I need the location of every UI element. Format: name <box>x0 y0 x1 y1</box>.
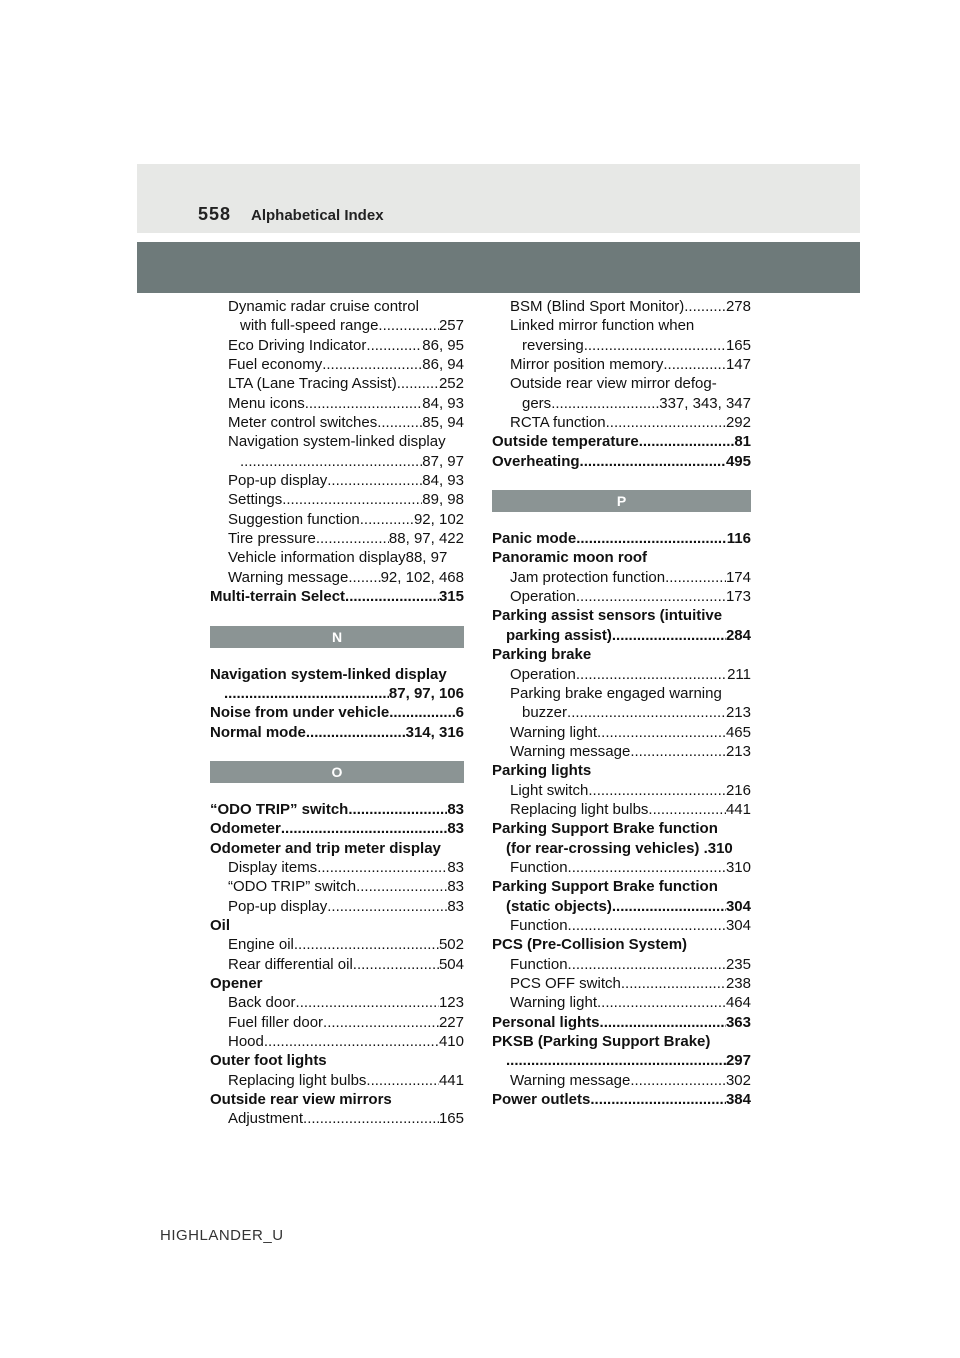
leader-dots <box>345 587 439 606</box>
entry-text: Function <box>510 916 568 934</box>
leader-dots <box>506 1051 726 1070</box>
entry-text: Fuel filler door <box>228 1013 324 1031</box>
entry-text: Overheating <box>492 452 580 470</box>
leader-dots <box>377 413 422 432</box>
index-subentry <box>492 587 751 606</box>
leader-dots <box>356 877 447 896</box>
page-reference: 227 <box>438 1013 464 1031</box>
leader-dots <box>665 568 726 587</box>
entry-text: Warning light <box>510 994 597 1012</box>
index-entry: Outer foot lights <box>210 1052 327 1070</box>
page-reference: 502 <box>438 936 464 954</box>
index-letter-heading: O <box>210 761 464 783</box>
page-reference: 216 <box>725 781 751 799</box>
entry-text: Suggestion function <box>228 510 360 528</box>
page-reference: 257 <box>438 317 464 335</box>
leader-dots <box>551 394 659 413</box>
index-subentry <box>210 374 464 393</box>
index-entry: Parking Support Brake function <box>492 820 718 838</box>
index-subentry: Parking brake engaged warning <box>510 684 722 702</box>
leader-dots <box>240 452 422 471</box>
leader-dots <box>588 781 726 800</box>
page-reference: 314, 316 <box>405 723 464 741</box>
page-reference: 84, 93 <box>422 394 464 412</box>
index-entry: (for rear-crossing vehicles) .310 <box>506 839 733 857</box>
page-reference: 86, 95 <box>422 336 464 354</box>
entry-text: Power outlets <box>492 1091 591 1109</box>
page-reference: 302 <box>725 1071 751 1089</box>
index-subentry <box>492 955 751 974</box>
leader-dots <box>323 1013 439 1032</box>
page-reference: 211 <box>727 665 751 683</box>
index-entry: PKSB (Parking Support Brake) <box>492 1033 711 1051</box>
index-subentry <box>492 916 751 935</box>
leader-dots <box>597 723 726 742</box>
page-reference: 252 <box>438 375 464 393</box>
page-reference: 147 <box>725 356 751 374</box>
header-dark-band <box>137 242 860 293</box>
leader-dots <box>590 1090 726 1109</box>
leader-dots <box>306 723 406 742</box>
page-reference: 304 <box>725 897 751 915</box>
leader-dots <box>378 316 439 335</box>
index-entry: Odometer and trip meter display <box>210 839 441 857</box>
index-subentry <box>492 974 751 993</box>
leader-dots <box>224 684 389 703</box>
index-entry <box>210 800 464 819</box>
index-subentry <box>492 665 751 684</box>
index-entry: Oil <box>210 916 231 934</box>
entry-text: Back door <box>228 994 296 1012</box>
entry-text: Replacing light bulbs <box>228 1071 367 1089</box>
page-reference: 310 <box>725 858 751 876</box>
index-entry: Opener <box>210 974 263 992</box>
index-subentry <box>210 955 464 974</box>
leader-dots <box>597 993 726 1012</box>
page-reference: 235 <box>725 955 751 973</box>
index-entry <box>492 897 751 916</box>
entry-text: Operation <box>510 665 576 683</box>
page-reference: 87, 97 <box>422 452 464 470</box>
header-band <box>137 164 860 233</box>
index-subentry <box>210 316 464 335</box>
page-reference: 304 <box>725 916 751 934</box>
index-subentry: Outside rear view mirror defog- <box>510 375 717 393</box>
page-reference: 86, 94 <box>422 356 464 374</box>
entry-text: Menu icons <box>228 394 305 412</box>
leader-dots <box>303 1109 439 1128</box>
index-subentry <box>210 897 464 916</box>
page-reference: 92, 102 <box>413 510 464 528</box>
index-subentry <box>492 723 751 742</box>
index-entry <box>210 819 464 838</box>
index-subentry <box>492 413 751 432</box>
entry-text: Hood <box>228 1033 264 1050</box>
leader-dots <box>282 490 422 509</box>
index-subentry <box>210 452 464 471</box>
entry-text: Warning message <box>510 742 631 760</box>
index-subentry <box>210 1109 464 1128</box>
entry-text: Warning message <box>510 1071 631 1089</box>
page-reference: 83 <box>447 858 464 876</box>
index-entry: Parking lights <box>492 762 592 780</box>
page-reference: 504 <box>438 955 464 973</box>
index-subentry <box>492 993 751 1012</box>
page-reference: 384 <box>725 1091 751 1109</box>
entry-text: Function <box>510 858 568 876</box>
index-subentry <box>210 355 464 374</box>
entry-text: Warning light <box>510 723 597 741</box>
entry-text: Fuel economy <box>228 356 323 374</box>
index-subentry <box>492 781 751 800</box>
leader-dots <box>322 355 422 374</box>
index-subentry <box>492 336 751 355</box>
page-reference: 495 <box>725 452 751 470</box>
index-column-left <box>210 297 464 1129</box>
index-subentry <box>492 568 751 587</box>
entry-text: Jam protection function <box>510 568 666 586</box>
index-subentry <box>210 1071 464 1090</box>
index-entry <box>492 529 751 548</box>
entry-text: Odometer <box>210 820 281 838</box>
index-entry <box>210 587 464 606</box>
index-entry: Outside rear view mirrors <box>210 1091 392 1109</box>
index-letter-heading: N <box>210 626 464 648</box>
index-subentry <box>210 993 464 1012</box>
entry-text: Multi-terrain Select <box>210 588 346 606</box>
leader-dots <box>317 858 447 877</box>
leader-dots <box>568 916 726 935</box>
index-entry <box>492 1051 751 1070</box>
leader-dots <box>648 800 726 819</box>
page-reference: 81 <box>734 433 751 451</box>
page-reference: 92, 102, 468 <box>380 568 464 586</box>
entry-text: reversing <box>522 336 584 354</box>
entry-text: “ODO TRIP” switch <box>228 878 357 896</box>
leader-dots <box>630 742 726 761</box>
index-subentry <box>210 877 464 896</box>
page-reference: 278 <box>725 298 751 315</box>
entry-text: Warning message <box>228 568 349 586</box>
leader-dots <box>576 665 727 684</box>
page-reference: 284 <box>725 626 751 644</box>
page-reference: 213 <box>725 704 751 722</box>
index-entry: Panoramic moon roof <box>492 549 648 567</box>
page-reference: 84, 93 <box>422 472 464 490</box>
leader-dots <box>639 432 735 451</box>
leader-dots <box>576 529 727 548</box>
footer-model: HIGHLANDER_U <box>160 1227 284 1244</box>
page-reference: 292 <box>725 414 751 432</box>
index-subentry <box>210 510 464 529</box>
index-subentry <box>210 413 464 432</box>
index-subentry <box>210 336 464 355</box>
page-reference: 89, 98 <box>422 491 464 509</box>
leader-dots <box>389 703 455 722</box>
leader-dots <box>568 858 726 877</box>
index-subentry <box>492 703 751 722</box>
index-subentry <box>492 858 751 877</box>
leader-dots <box>576 587 726 606</box>
index-subentry <box>210 858 464 877</box>
index-entry <box>492 1090 751 1109</box>
page-reference: 441 <box>725 800 751 818</box>
page-reference: 123 <box>438 994 464 1012</box>
index-subentry <box>492 355 751 374</box>
index-entry <box>492 1013 751 1032</box>
entry-text: Personal lights <box>492 1013 600 1031</box>
page-reference: 83 <box>447 820 464 838</box>
entry-text: Pop-up display <box>228 897 328 915</box>
leader-dots <box>316 529 389 548</box>
leader-dots <box>360 510 414 529</box>
entry-text: Mirror position memory <box>510 356 664 374</box>
index-subentry: Navigation system-linked display <box>228 433 446 451</box>
page-reference: 337, 343, 347 <box>659 394 751 412</box>
entry-text: LTA (Lane Tracing Assist) <box>228 375 397 393</box>
entry-text: Display items <box>228 858 318 876</box>
index-letter-heading: P <box>492 490 751 512</box>
page-reference: 85, 94 <box>422 414 464 432</box>
index-column-right <box>492 297 751 1109</box>
leader-dots <box>348 568 380 587</box>
page-reference: 297 <box>725 1052 751 1070</box>
page-reference: 83 <box>447 800 464 818</box>
leader-dots <box>327 471 422 490</box>
index-subentry: Vehicle information display88, 97 <box>228 549 448 567</box>
index-entry <box>210 703 464 722</box>
entry-text: PCS OFF switch <box>510 975 621 992</box>
page-reference: 83 <box>447 897 464 915</box>
page-reference: 238 <box>725 975 751 992</box>
leader-dots <box>348 800 447 819</box>
entry-text: Engine oil <box>228 936 294 954</box>
index-entry: PCS (Pre-Collision System) <box>492 936 688 954</box>
entry-text: Eco Driving Indicator <box>228 336 367 354</box>
index-subentry <box>210 471 464 490</box>
leader-dots <box>366 336 422 355</box>
index-subentry <box>492 1071 751 1090</box>
page-reference: 116 <box>726 530 751 548</box>
index-subentry <box>210 568 464 587</box>
entry-text: Meter control switches <box>228 414 378 432</box>
entry-text: Replacing light bulbs <box>510 800 649 818</box>
page-reference: 315 <box>438 588 464 606</box>
page-reference: 174 <box>725 568 751 586</box>
leader-dots <box>568 955 726 974</box>
index-subentry <box>210 1032 464 1051</box>
entry-text: Rear differential oil <box>228 955 353 973</box>
leader-dots <box>327 897 447 916</box>
leader-dots <box>296 993 439 1012</box>
entry-text: BSM (Blind Sport Monitor) <box>510 298 685 315</box>
page-reference: 465 <box>725 723 751 741</box>
leader-dots <box>630 1071 726 1090</box>
page-reference: 441 <box>438 1071 464 1089</box>
index-subentry <box>210 935 464 954</box>
entry-text: buzzer <box>522 704 568 722</box>
entry-text: Tire pressure <box>228 530 316 548</box>
index-entry <box>210 723 464 742</box>
entry-text: Pop-up display <box>228 472 328 490</box>
entry-text: Operation <box>510 588 576 606</box>
leader-dots <box>606 413 726 432</box>
page-reference: 165 <box>438 1110 464 1128</box>
page-reference: 83 <box>447 878 464 896</box>
index-subentry <box>492 394 751 413</box>
index-subentry <box>492 800 751 819</box>
leader-dots <box>294 935 439 954</box>
leader-dots <box>281 819 447 838</box>
entry-text: with full-speed range <box>240 317 379 335</box>
index-entry: Parking brake <box>492 646 592 664</box>
leader-dots <box>612 626 726 645</box>
page-reference: 88, 97, 422 <box>388 530 464 548</box>
index-subentry <box>210 1013 464 1032</box>
entry-text: Settings <box>228 491 283 509</box>
page-reference: 165 <box>725 336 751 354</box>
page-reference: 410 <box>438 1033 464 1050</box>
index-subentry: Dynamic radar cruise control <box>228 298 419 315</box>
leader-dots <box>621 974 726 993</box>
leader-dots <box>684 297 726 316</box>
entry-text: Adjustment <box>228 1110 304 1128</box>
index-subentry <box>210 394 464 413</box>
entry-text: Light switch <box>510 781 589 799</box>
index-entry <box>492 626 751 645</box>
entry-text: “ODO TRIP” switch <box>210 800 349 818</box>
entry-text: Normal mode <box>210 723 306 741</box>
section-title: Alphabetical Index <box>251 207 384 224</box>
index-entry: Parking Support Brake function <box>492 878 718 896</box>
entry-text: gers <box>522 394 552 412</box>
index-subentry <box>210 529 464 548</box>
entry-text: Panic mode <box>492 530 577 548</box>
page-reference: 87, 97, 106 <box>388 684 464 702</box>
index-entry: Parking assist sensors (intuitive <box>492 607 723 625</box>
index-subentry <box>492 297 751 316</box>
leader-dots <box>567 703 726 722</box>
page-reference: 6 <box>455 704 464 722</box>
entry-text: Outside temperature <box>492 433 639 451</box>
index-subentry <box>492 742 751 761</box>
entry-text: parking assist) <box>506 626 612 644</box>
leader-dots <box>353 955 439 974</box>
index-entry <box>492 452 751 471</box>
index-entry <box>210 684 464 703</box>
index-entry <box>492 432 751 451</box>
leader-dots <box>366 1071 439 1090</box>
page-reference: 173 <box>725 588 751 606</box>
index-subentry <box>210 490 464 509</box>
page-reference: 363 <box>725 1013 751 1031</box>
leader-dots <box>584 336 726 355</box>
leader-dots <box>397 374 439 393</box>
leader-dots <box>612 897 726 916</box>
entry-text: Function <box>510 955 568 973</box>
page-number: 558 <box>198 204 232 224</box>
index-subentry: Linked mirror function when <box>510 317 695 335</box>
leader-dots <box>600 1013 726 1032</box>
leader-dots <box>264 1032 439 1051</box>
index-entry: Navigation system-linked display <box>210 665 447 683</box>
page-reference: 464 <box>725 994 751 1012</box>
page-reference: 213 <box>725 742 751 760</box>
entry-text: Noise from under vehicle <box>210 704 390 722</box>
leader-dots <box>663 355 726 374</box>
leader-dots <box>580 452 726 471</box>
entry-text: RCTA function <box>510 414 606 432</box>
leader-dots <box>305 394 423 413</box>
entry-text: (static objects) <box>506 897 612 915</box>
